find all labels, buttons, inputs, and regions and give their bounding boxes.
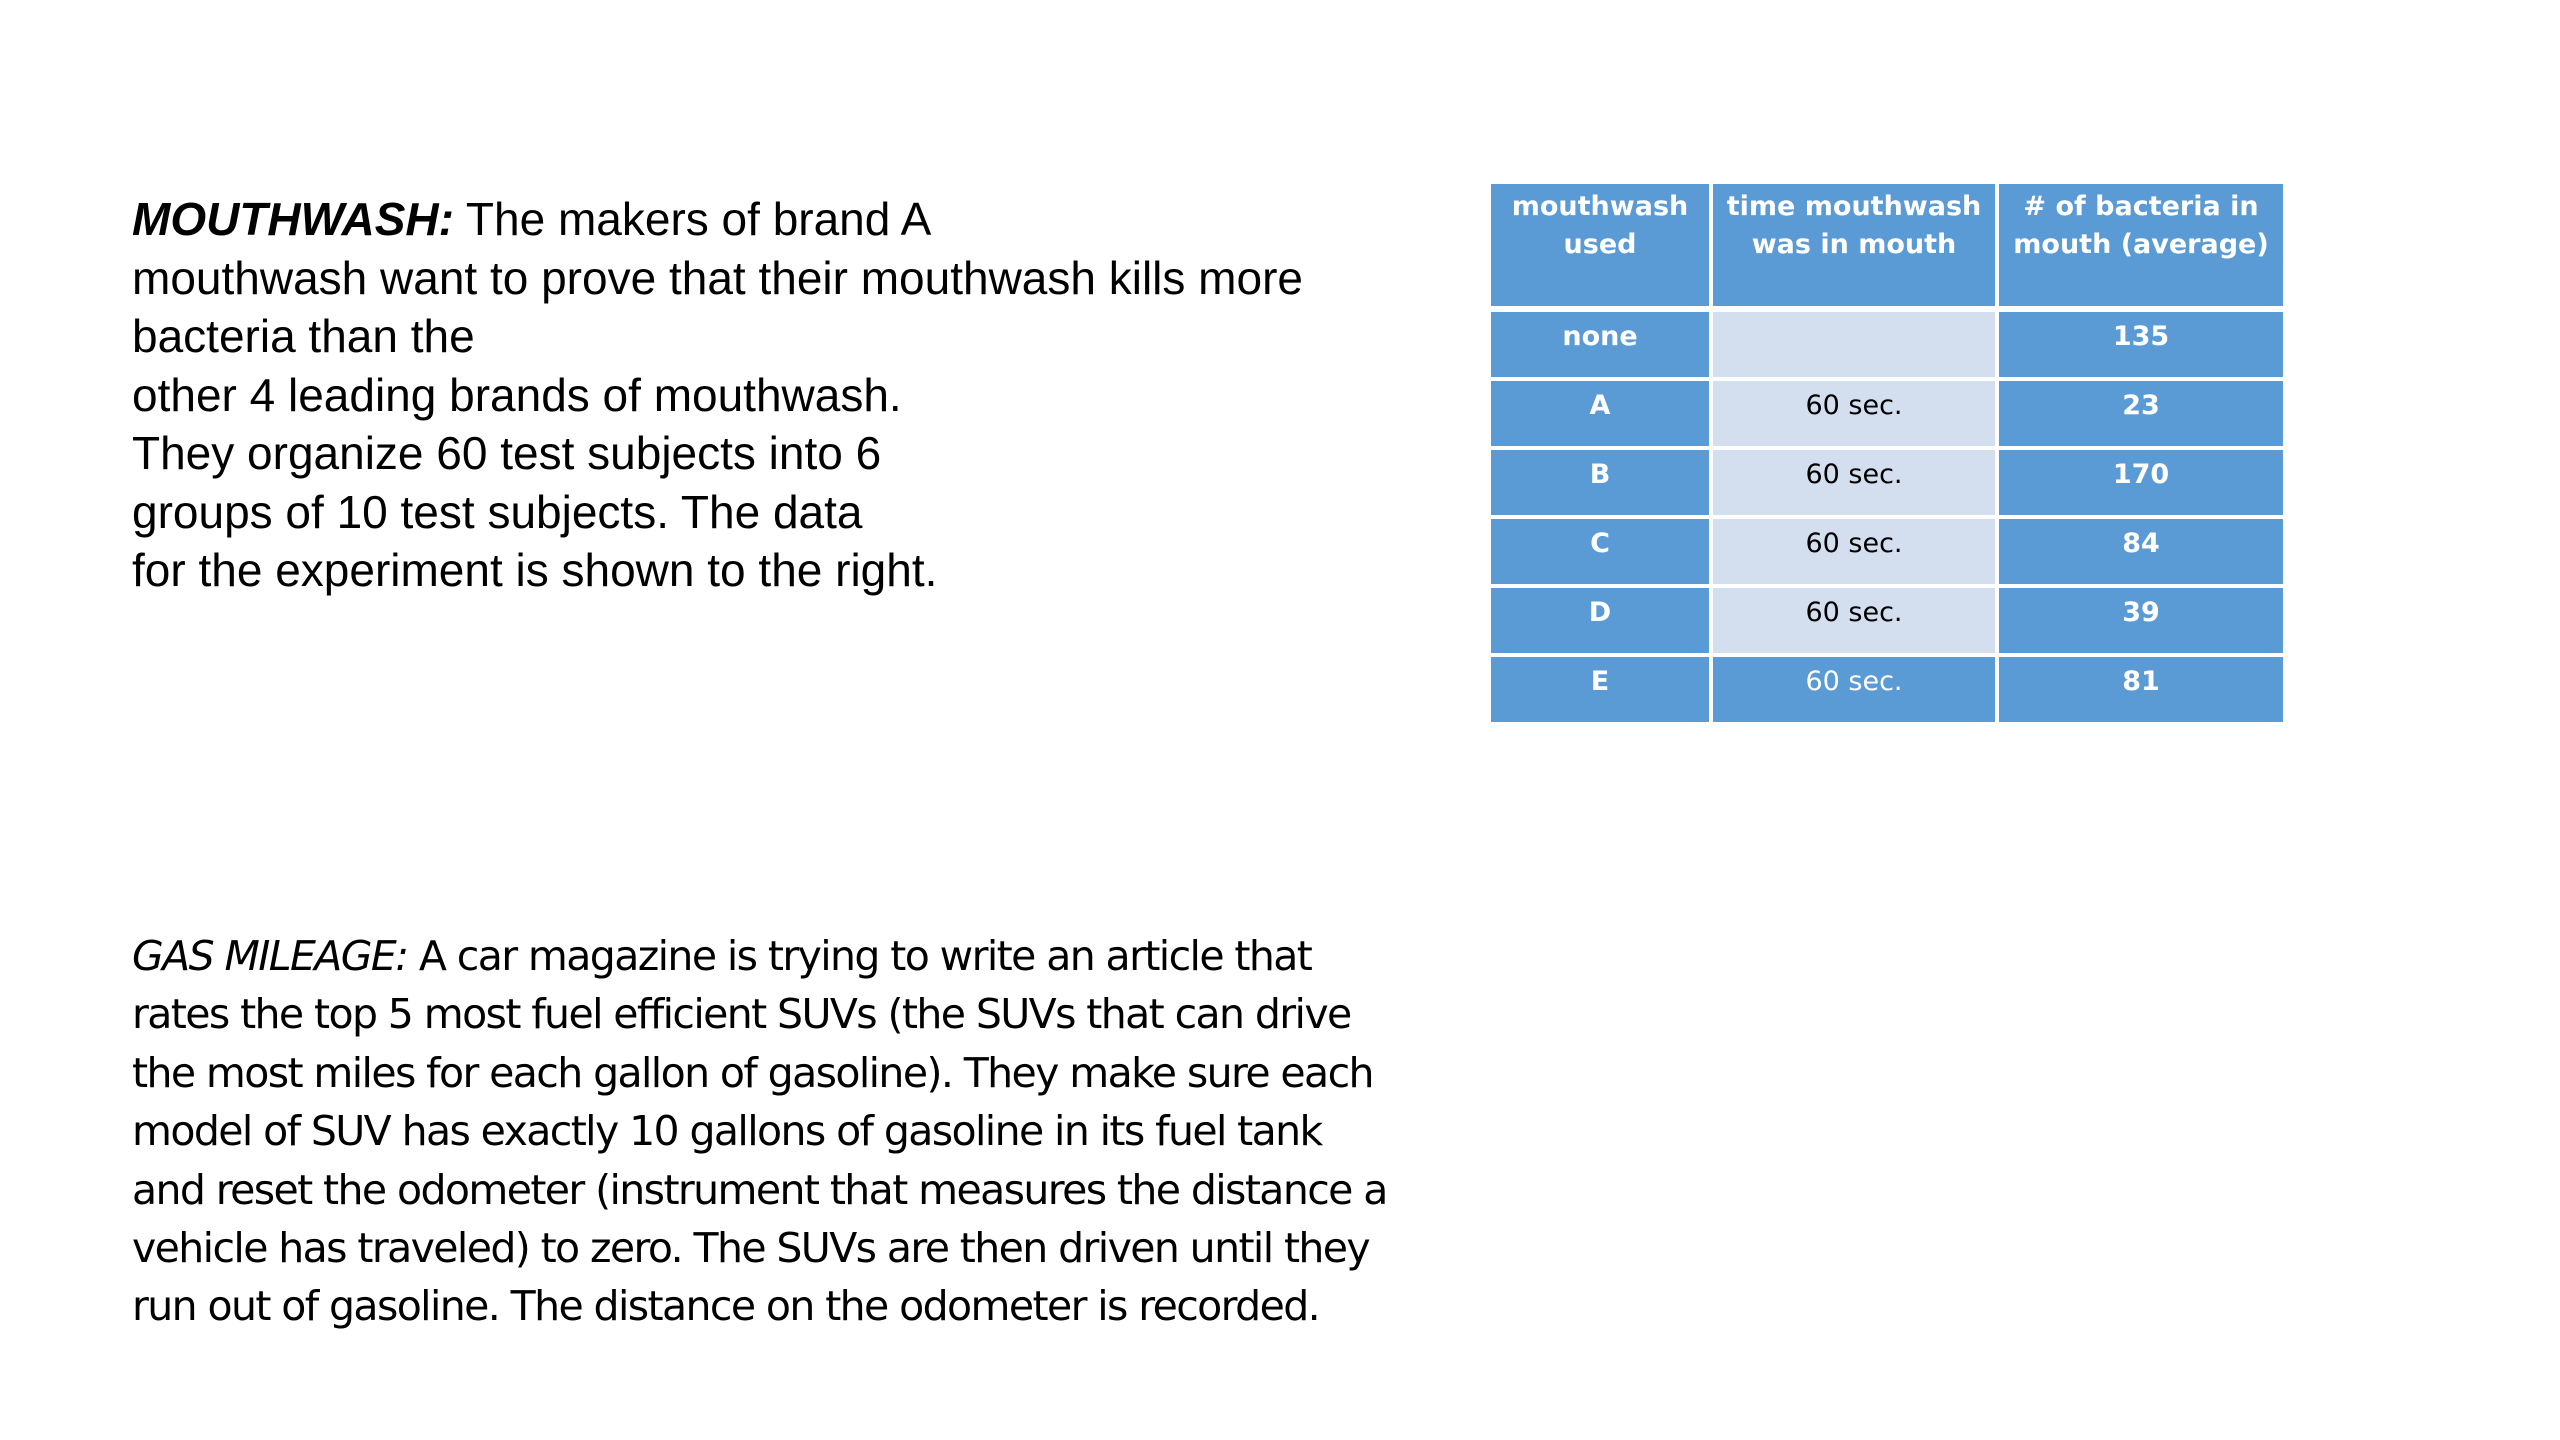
table-row [1489, 379, 2285, 448]
cell-bacteria: 135 [1997, 309, 2285, 379]
gas-line-4: model of SUV has exactly 10 gallons of gasoline in its fuel tank [132, 1107, 1322, 1156]
cell-time: 60 sec. [1711, 379, 1997, 448]
mouthwash-data-table [1487, 180, 2287, 726]
cell-time: 60 sec. [1711, 655, 1997, 724]
mouthwash-line-7: for the experiment is shown to the right. [132, 544, 938, 596]
mouthwash-line-1 [132, 190, 1392, 249]
header-time-in-mouth-line-2: was in mouth [1751, 229, 1957, 260]
cell-brand: B [1489, 448, 1711, 517]
cell-time [1711, 309, 1997, 379]
cell-time: 60 sec. [1711, 448, 1997, 517]
header-mouthwash-used-line-1: mouthwash [1511, 191, 1689, 222]
cell-brand: C [1489, 517, 1711, 586]
header-bacteria-count [1997, 182, 2285, 309]
mouthwash-line-5: They organize 60 test subjects into 6 [132, 427, 882, 479]
mouthwash-line-3: bacteria than the [132, 310, 475, 362]
gas-mileage-paragraph [132, 927, 1432, 1336]
cell-bacteria: 23 [1997, 379, 2285, 448]
cell-time: 60 sec. [1711, 517, 1997, 586]
cell-bacteria: 39 [1997, 586, 2285, 655]
cell-time: 60 sec. [1711, 586, 1997, 655]
gas-line-1 [132, 927, 1432, 985]
table-row [1489, 517, 2285, 586]
cell-brand: none [1489, 309, 1711, 379]
cell-brand: E [1489, 655, 1711, 724]
gas-line-1-text: A car magazine is trying to write an article that [418, 932, 1312, 980]
mouthwash-line-4: other 4 leading brands of mouthwash. [132, 368, 902, 421]
gas-line-7: run out of gasoline. The distance on the odometer is recorded. [132, 1282, 1320, 1331]
table-row [1489, 586, 2285, 655]
cell-bacteria: 81 [1997, 655, 2285, 724]
table-header-row [1489, 182, 2285, 309]
cell-bacteria: 170 [1997, 448, 2285, 517]
header-time-in-mouth [1711, 182, 1997, 309]
table-row [1489, 448, 2285, 517]
mouthwash-paragraph [132, 190, 1392, 600]
header-mouthwash-used [1489, 182, 1711, 309]
mouthwash-line-1-text: The makers of brand A [465, 193, 932, 245]
gas-line-2: rates the top 5 most fuel efficient SUVs (the SUVs that can drive [132, 990, 1351, 1039]
gas-line-3: the most miles for each gallon of gasoline). They make sure each [132, 1048, 1373, 1097]
gas-line-5: and reset the odometer (instrument that measures the distance a [132, 1165, 1387, 1214]
header-bacteria-count-line-1: # of bacteria in [2023, 191, 2259, 222]
table-row [1489, 655, 2285, 724]
header-mouthwash-used-line-2: used [1563, 229, 1637, 260]
mouthwash-line-2: mouthwash want to prove that their mouthwash kills more [132, 251, 1303, 304]
table-row [1489, 309, 2285, 379]
cell-bacteria: 84 [1997, 517, 2285, 586]
mouthwash-line-6: groups of 10 test subjects. The data [132, 485, 863, 538]
gas-lead: GAS MILEAGE: [132, 932, 408, 980]
gas-line-6: vehicle has traveled) to zero. The SUVs are then driven until they [132, 1224, 1370, 1273]
cell-brand: D [1489, 586, 1711, 655]
mouthwash-lead: MOUTHWASH: [132, 193, 454, 245]
cell-brand: A [1489, 379, 1711, 448]
header-time-in-mouth-line-1: time mouthwash [1726, 191, 1982, 222]
header-bacteria-count-line-2: mouth (average) [2013, 229, 2269, 260]
